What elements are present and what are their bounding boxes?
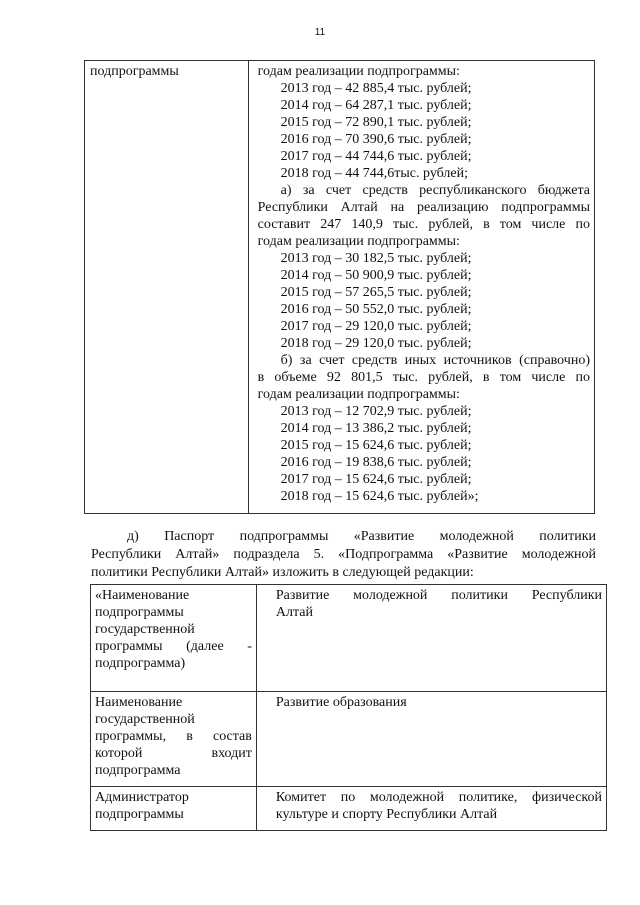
table-cell-value — [256, 692, 606, 787]
label-line: программы (далее - — [95, 639, 252, 654]
funding-line: б) за счет средств иных источников (справочно) — [280, 353, 590, 368]
funding-line: 2014 год – 50 900,9 тыс. рублей; — [280, 268, 472, 283]
funding-line: 2017 год – 44 744,6 тыс. рублей; — [280, 149, 472, 164]
table-cell-value — [256, 585, 606, 692]
funding-line: годам реализации подпрограммы: — [257, 387, 460, 402]
funding-line: 2016 год – 19 838,6 тыс. рублей; — [280, 455, 472, 470]
page-number: 11 — [314, 27, 326, 38]
funding-line: 2015 год – 72 890,1 тыс. рублей; — [280, 115, 472, 130]
label-line: которой входит — [95, 746, 252, 761]
funding-line: 2016 год – 70 390,6 тыс. рублей; — [280, 132, 472, 147]
funding-line: в объеме 92 801,5 тыс. рублей, в том числе по — [257, 370, 590, 385]
label-line: подпрограммы — [95, 807, 184, 822]
table-row — [91, 692, 607, 787]
funding-line: Республики Алтай на реализацию подпрограммы — [257, 200, 590, 215]
funding-line: 2018 год – 44 744,6тыс. рублей; — [280, 166, 468, 181]
funding-line: годам реализации подпрограммы: — [257, 64, 460, 79]
paragraph-line: д) Паспорт подпрограммы «Развитие молодежной политики — [127, 529, 596, 544]
paragraph-line: политики Республики Алтай» изложить в следующей редакции: — [91, 565, 474, 580]
label-line: Наименование — [95, 695, 183, 710]
label-line: подпрограммы — [95, 605, 184, 620]
label-line: подпрограмма — [95, 763, 181, 778]
funding-line: 2015 год – 57 265,5 тыс. рублей; — [280, 285, 472, 300]
value-line: Алтай — [275, 605, 313, 620]
table-cell-label — [91, 692, 257, 787]
funding-line: 2018 год – 29 120,0 тыс. рублей; — [280, 336, 472, 351]
cell-text: подпрограммы — [90, 64, 179, 79]
table-cell-label — [85, 61, 249, 514]
funding-line: годам реализации подпрограммы: — [257, 234, 460, 249]
funding-line: 2015 год – 15 624,6 тыс. рублей; — [280, 438, 472, 453]
value-line: Развитие образования — [275, 695, 407, 710]
funding-line: 2017 год – 15 624,6 тыс. рублей; — [280, 472, 472, 487]
funding-line: 2013 год – 12 702,9 тыс. рублей; — [280, 404, 472, 419]
funding-line: а) за счет средств республиканского бюджета — [280, 183, 590, 198]
funding-line: 2016 год – 50 552,0 тыс. рублей; — [280, 302, 472, 317]
funding-line: 2017 год – 29 120,0 тыс. рублей; — [280, 319, 472, 334]
table-cell-value — [256, 787, 606, 831]
amendment-paragraph — [91, 528, 596, 582]
funding-line: 2013 год – 42 885,4 тыс. рублей; — [280, 81, 472, 96]
value-line: Комитет по молодежной политике, физической — [275, 790, 602, 805]
label-line: программы, в состав — [95, 729, 252, 744]
table-row — [85, 61, 595, 514]
table-cell-label — [91, 585, 257, 692]
funding-line: 2013 год – 30 182,5 тыс. рублей; — [280, 251, 472, 266]
label-line: государственной — [95, 622, 195, 637]
subprogram-passport-table — [90, 584, 607, 831]
funding-line: 2014 год – 64 287,1 тыс. рублей; — [280, 98, 472, 113]
table-cell-funding — [248, 61, 594, 514]
label-line: государственной — [95, 712, 195, 727]
value-line: Развитие молодежной политики Республики — [275, 588, 602, 603]
label-line: подпрограмма) — [95, 656, 186, 671]
table-row — [91, 585, 607, 692]
table-cell-label — [91, 787, 257, 831]
table-row — [91, 787, 607, 831]
funding-line: 2018 год – 15 624,6 тыс. рублей»; — [280, 489, 479, 504]
funding-line: 2014 год – 13 386,2 тыс. рублей; — [280, 421, 472, 436]
value-line: культуре и спорту Республики Алтай — [275, 807, 498, 822]
label-line: «Наименование — [95, 588, 190, 603]
funding-line: составит 247 140,9 тыс. рублей, в том числе по — [257, 217, 590, 232]
label-line: Администратор — [95, 790, 189, 805]
funding-table — [84, 60, 595, 514]
paragraph-line: Республики Алтай» подраздела 5. «Подпрограмма «Развитие молодежной — [91, 547, 596, 562]
